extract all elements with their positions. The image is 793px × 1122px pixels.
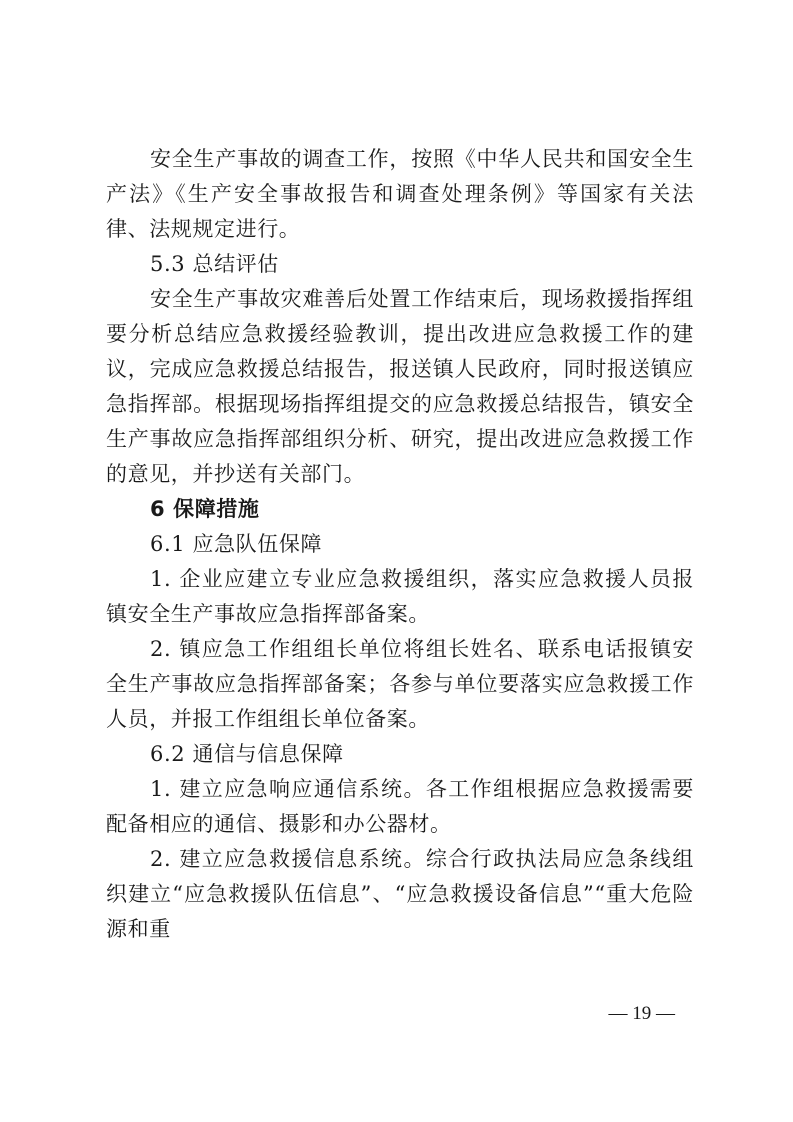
paragraph-team-1: 1. 企业应建立专业应急救援组织，落实应急救援人员报镇安全生产事故应急指挥部备案。 (106, 567, 694, 626)
paragraph-investigation: 安全生产事故的调查工作，按照《中华人民共和国安全生产法》《生产安全事故报告和调查处理条例》等国家有关法律、法规规定进行。 (106, 147, 694, 241)
section-heading-6-1: 6.1 应急队伍保障 (150, 532, 323, 556)
page-number: — 19 — (608, 1003, 675, 1024)
document-body (106, 142, 694, 947)
paragraph-communication-1: 1. 建立应急响应通信系统。各工作组根据应急救援需要配备相应的通信、摄影和办公器材。 (106, 777, 694, 836)
paragraph-summary-evaluation: 安全生产事故灾难善后处置工作结束后，现场救援指挥组要分析总结应急救援经验教训，提出改进应急救援工作的建议，完成应急救援总结报告，报送镇人民政府，同时报送镇应急指挥部。根据现场指挥组提交的应急救援总结报告，镇安全生产事故应急指挥部组织分析、研究，提出改进应急救援工作的意见，并抄送有关部门。 (106, 287, 694, 486)
section-heading-5-3: 5.3 总结评估 (150, 252, 279, 276)
paragraph-communication-2: 2. 建立应急救援信息系统。综合行政执法局应急条线组织建立“应急救援队伍信息”、“应急救援设备信息”“重大危险源和重 (106, 847, 694, 941)
section-heading-6-2: 6.2 通信与信息保障 (150, 742, 344, 766)
paragraph-team-2: 2. 镇应急工作组组长单位将组长姓名、联系电话报镇安全生产事故应急指挥部备案；各参与单位要落实应急救援工作人员，并报工作组组长单位备案。 (106, 637, 694, 731)
chapter-heading-6: 6 保障措施 (150, 497, 260, 521)
